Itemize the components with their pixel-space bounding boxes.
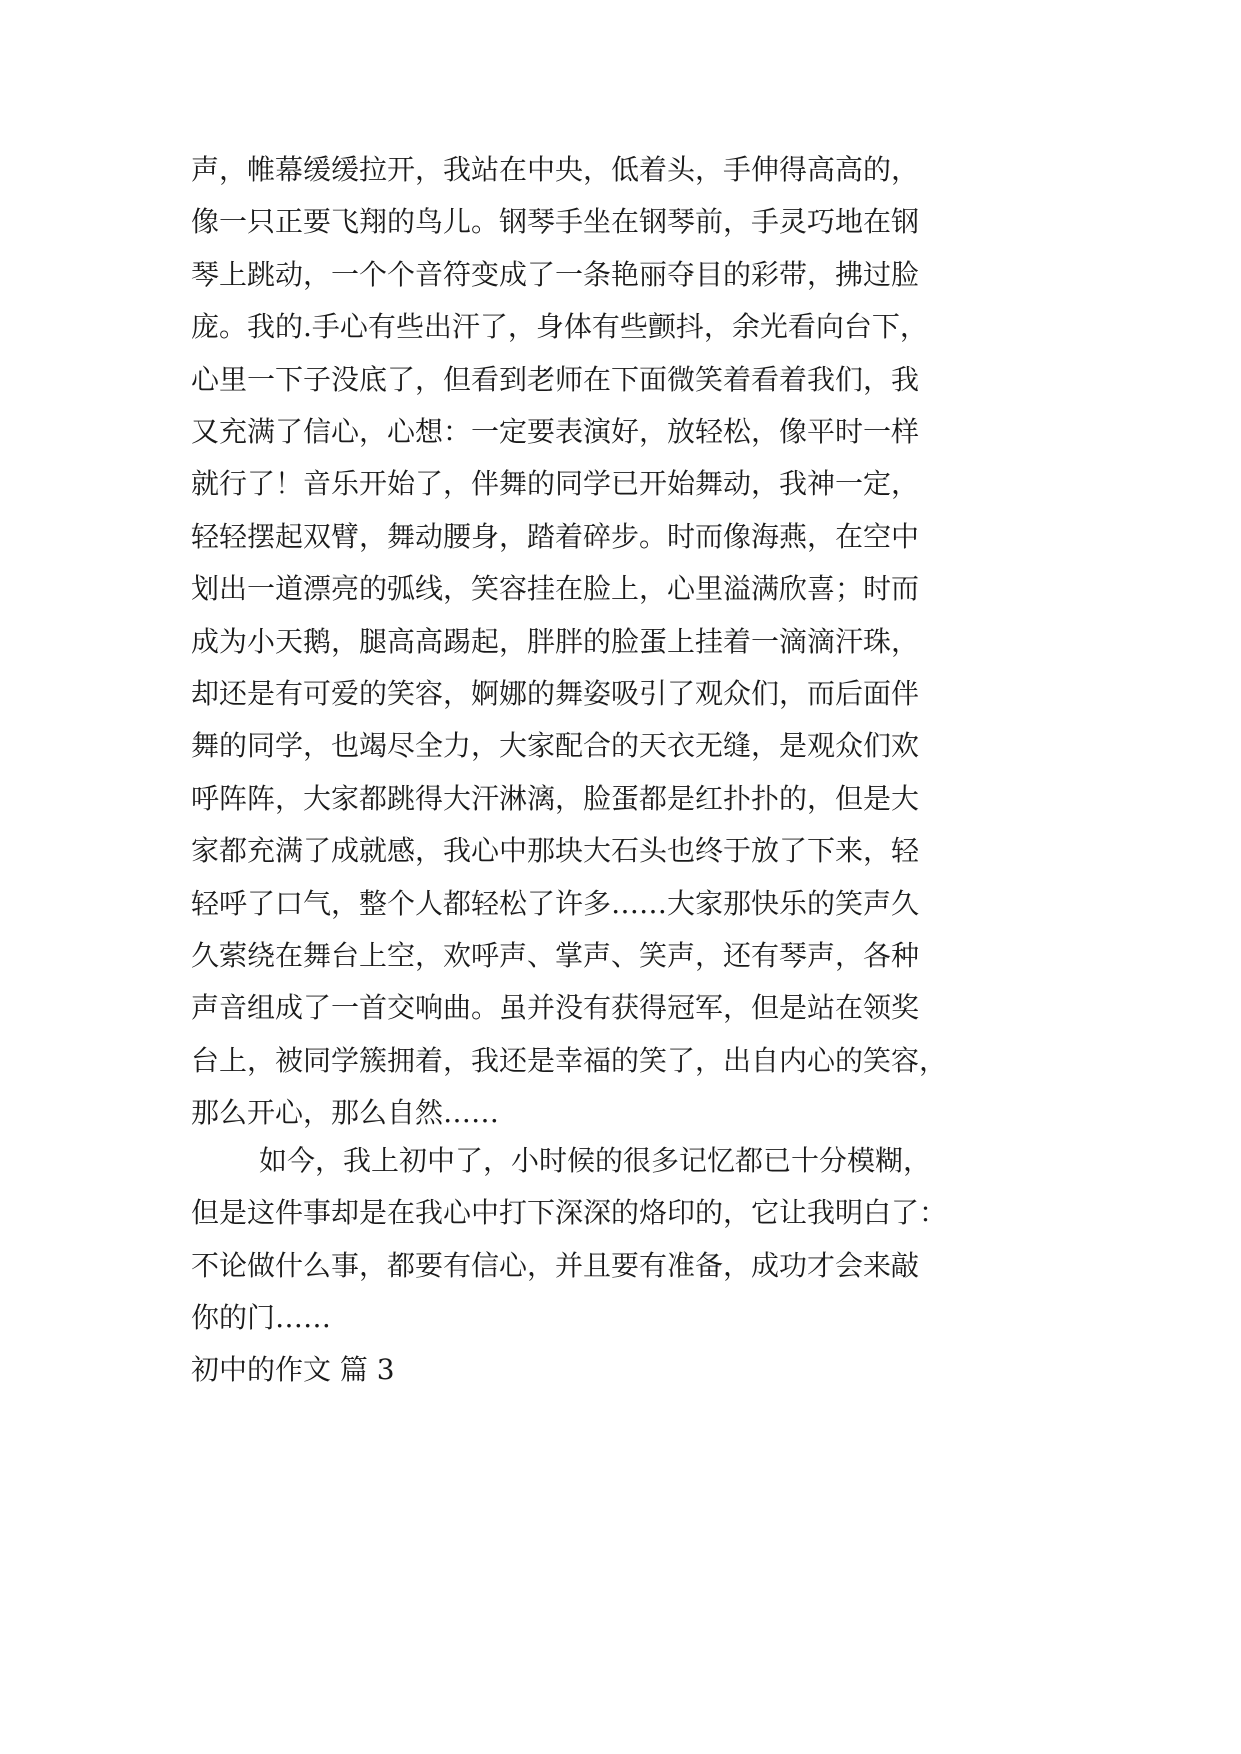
text-line: 却还是有可爱的笑容，婀娜的舞姿吸引了观众们，而后面伴: [191, 677, 920, 710]
text-line: 就行了！音乐开始了，伴舞的同学已开始舞动，我神一定，: [191, 467, 920, 501]
text-line: 划出一道漂亮的弧线，笑容挂在脸上，心里溢满欣喜；时而: [191, 572, 920, 606]
text-line: 如今，我上初中了，小时候的很多记忆都已十分模糊，: [259, 1144, 932, 1177]
text-line: 声音组成了一首交响曲。虽并没有获得冠军，但是站在领奖: [191, 991, 920, 1025]
text-line: 心里一下子没底了，但看到老师在下面微笑着看着我们，我: [191, 362, 920, 396]
text-line: 台上，被同学簇拥着，我还是幸福的笑了，出自内心的笑容，: [191, 1043, 948, 1077]
text-line: 庞。我的.手心有些出汗了，身体有些颤抖，余光看向台下，: [191, 310, 928, 344]
text-line: 不论做什么事，都要有信心，并且要有准备，成功才会来敲: [191, 1248, 920, 1282]
section-heading: 初中的作文 篇 3: [191, 1353, 395, 1386]
text-line: 成为小天鹅，腿高高踢起，胖胖的脸蛋上挂着一滴滴汗珠，: [191, 624, 920, 658]
text-line: 那么开心，那么自然……: [191, 1096, 500, 1130]
text-line: 轻轻摆起双臂，舞动腰身，踏着碎步。时而像海燕，在空中: [191, 519, 920, 553]
text-line: 轻呼了口气，整个人都轻松了许多……大家那快乐的笑声久: [191, 886, 920, 920]
text-line: 舞的同学，也竭尽全力，大家配合的天衣无缝，是观众们欢: [191, 729, 920, 763]
text-line: 声，帷幕缓缓拉开，我站在中央，低着头，手伸得高高的，: [191, 153, 920, 186]
text-line: 你的门……: [191, 1301, 332, 1335]
text-line: 琴上跳动，一个个音符变成了一条艳丽夺目的彩带，拂过脸: [191, 257, 920, 291]
text-line: 又充满了信心，心想：一定要表演好，放轻松，像平时一样: [191, 415, 920, 448]
text-line: 家都充满了成就感，我心中那块大石头也终于放了下来，轻: [191, 834, 920, 868]
text-line: 呼阵阵，大家都跳得大汗淋漓，脸蛋都是红扑扑的，但是大: [191, 781, 920, 815]
text-line: 但是这件事却是在我心中打下深深的烙印的，它让我明白了：: [191, 1196, 948, 1230]
text-line: 像一只正要飞翔的鸟儿。钢琴手坐在钢琴前，手灵巧地在钢: [191, 205, 920, 239]
text-line: 久萦绕在舞台上空，欢呼声、掌声、笑声，还有琴声，各种: [191, 939, 920, 972]
